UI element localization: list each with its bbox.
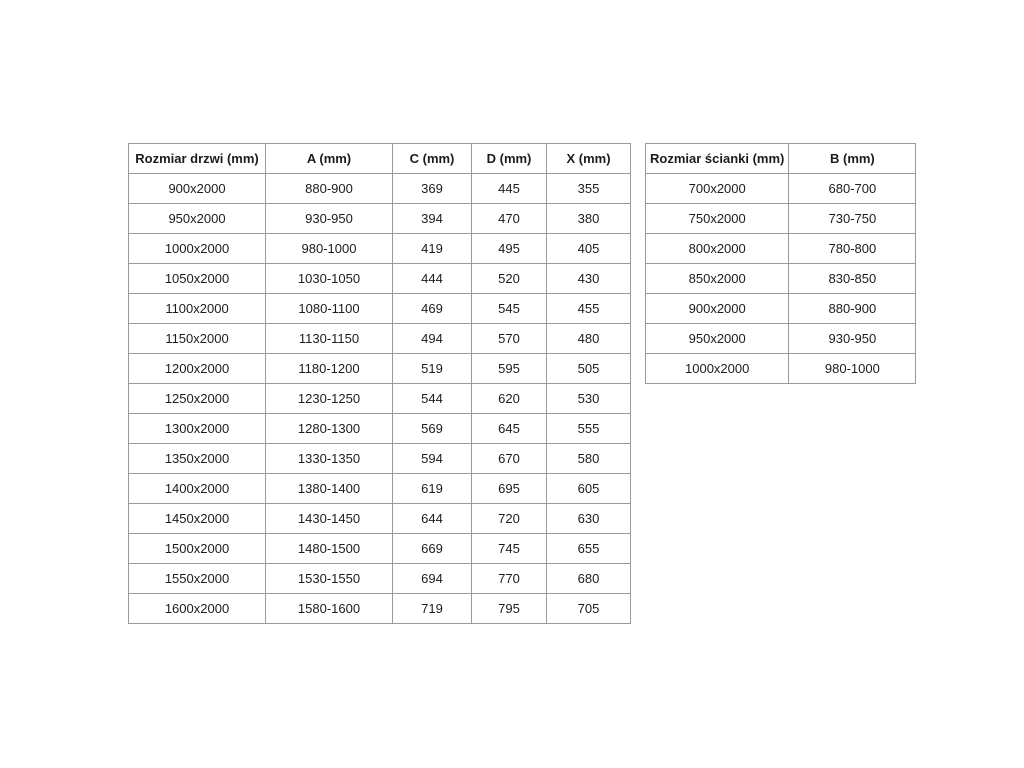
table-cell: 645 (472, 414, 547, 444)
table-cell: 1300x2000 (129, 414, 266, 444)
table-row (129, 534, 631, 564)
table-row (129, 264, 631, 294)
table-cell: 570 (472, 324, 547, 354)
table-cell: 850x2000 (646, 264, 789, 294)
table-cell: 1000x2000 (129, 234, 266, 264)
table-cell: 530 (547, 384, 631, 414)
table-cell: 1380-1400 (266, 474, 393, 504)
table-cell: 644 (393, 504, 472, 534)
table-cell: 1450x2000 (129, 504, 266, 534)
table-cell: 1150x2000 (129, 324, 266, 354)
table-cell: 1130-1150 (266, 324, 393, 354)
table-cell: 1580-1600 (266, 594, 393, 624)
table-cell: 670 (472, 444, 547, 474)
table-cell: 1430-1450 (266, 504, 393, 534)
table-row (646, 294, 916, 324)
table-row (129, 474, 631, 504)
table-cell: 1180-1200 (266, 354, 393, 384)
table-cell: 680 (547, 564, 631, 594)
table-cell: 880-900 (266, 174, 393, 204)
table-cell: 480 (547, 324, 631, 354)
table-cell: 1280-1300 (266, 414, 393, 444)
column-header: Rozmiar drzwi (mm) (129, 144, 266, 174)
table-row (129, 564, 631, 594)
table-cell: 655 (547, 534, 631, 564)
table-cell: 355 (547, 174, 631, 204)
table-cell: 520 (472, 264, 547, 294)
table-cell: 745 (472, 534, 547, 564)
table-row (646, 264, 916, 294)
table-row (646, 234, 916, 264)
table-cell: 900x2000 (129, 174, 266, 204)
table-cell: 580 (547, 444, 631, 474)
table-cell: 830-850 (789, 264, 916, 294)
table-cell: 469 (393, 294, 472, 324)
table-cell: 505 (547, 354, 631, 384)
table-cell: 555 (547, 414, 631, 444)
table-cell: 419 (393, 234, 472, 264)
table-cell: 455 (547, 294, 631, 324)
table-cell: 594 (393, 444, 472, 474)
table-cell: 519 (393, 354, 472, 384)
column-header: C (mm) (393, 144, 472, 174)
table-cell: 694 (393, 564, 472, 594)
table-cell: 1030-1050 (266, 264, 393, 294)
table-cell: 719 (393, 594, 472, 624)
table-cell: 930-950 (789, 324, 916, 354)
table-cell: 369 (393, 174, 472, 204)
table-cell: 1100x2000 (129, 294, 266, 324)
header-row (129, 144, 631, 174)
table-cell: 1350x2000 (129, 444, 266, 474)
table-cell: 494 (393, 324, 472, 354)
table-cell: 1080-1100 (266, 294, 393, 324)
table-cell: 950x2000 (646, 324, 789, 354)
table-cell: 795 (472, 594, 547, 624)
table-cell: 1330-1350 (266, 444, 393, 474)
table-row (129, 204, 631, 234)
table-row (646, 324, 916, 354)
table-row (646, 204, 916, 234)
table-cell: 1200x2000 (129, 354, 266, 384)
table-cell: 1250x2000 (129, 384, 266, 414)
table-cell: 1550x2000 (129, 564, 266, 594)
table-cell: 730-750 (789, 204, 916, 234)
table-cell: 405 (547, 234, 631, 264)
table-cell: 605 (547, 474, 631, 504)
table-row (129, 444, 631, 474)
table-row (129, 354, 631, 384)
column-header: Rozmiar ścianki (mm) (646, 144, 789, 174)
table-cell: 669 (393, 534, 472, 564)
table-cell: 470 (472, 204, 547, 234)
table-cell: 1400x2000 (129, 474, 266, 504)
table-row (129, 174, 631, 204)
table-cell: 1480-1500 (266, 534, 393, 564)
table-cell: 930-950 (266, 204, 393, 234)
table-cell: 750x2000 (646, 204, 789, 234)
table-cell: 720 (472, 504, 547, 534)
header-row (646, 144, 916, 174)
column-header: X (mm) (547, 144, 631, 174)
table-row (646, 174, 916, 204)
column-header: D (mm) (472, 144, 547, 174)
table-cell: 380 (547, 204, 631, 234)
table-row (129, 504, 631, 534)
table-row (129, 594, 631, 624)
table-cell: 444 (393, 264, 472, 294)
door-size-table (128, 143, 631, 624)
table-cell: 695 (472, 474, 547, 504)
table-cell: 980-1000 (266, 234, 393, 264)
table-cell: 545 (472, 294, 547, 324)
table-cell: 569 (393, 414, 472, 444)
table-cell: 1000x2000 (646, 354, 789, 384)
table-cell: 800x2000 (646, 234, 789, 264)
table-cell: 544 (393, 384, 472, 414)
table-row (129, 294, 631, 324)
table-cell: 705 (547, 594, 631, 624)
table-cell: 630 (547, 504, 631, 534)
table-cell: 620 (472, 384, 547, 414)
table-cell: 980-1000 (789, 354, 916, 384)
table-cell: 394 (393, 204, 472, 234)
table-cell: 1600x2000 (129, 594, 266, 624)
table-cell: 880-900 (789, 294, 916, 324)
table-row (129, 324, 631, 354)
table-row (129, 234, 631, 264)
table-cell: 770 (472, 564, 547, 594)
wall-size-table (645, 143, 916, 384)
table-cell: 495 (472, 234, 547, 264)
table-cell: 430 (547, 264, 631, 294)
table-cell: 950x2000 (129, 204, 266, 234)
table-row (129, 414, 631, 444)
table-row (129, 384, 631, 414)
table-cell: 445 (472, 174, 547, 204)
table-cell: 700x2000 (646, 174, 789, 204)
column-header: A (mm) (266, 144, 393, 174)
table-cell: 619 (393, 474, 472, 504)
table-cell: 1530-1550 (266, 564, 393, 594)
table-cell: 595 (472, 354, 547, 384)
table-cell: 900x2000 (646, 294, 789, 324)
table-cell: 1050x2000 (129, 264, 266, 294)
table-row (646, 354, 916, 384)
table-cell: 780-800 (789, 234, 916, 264)
column-header: B (mm) (789, 144, 916, 174)
table-cell: 1500x2000 (129, 534, 266, 564)
table-cell: 680-700 (789, 174, 916, 204)
table-cell: 1230-1250 (266, 384, 393, 414)
